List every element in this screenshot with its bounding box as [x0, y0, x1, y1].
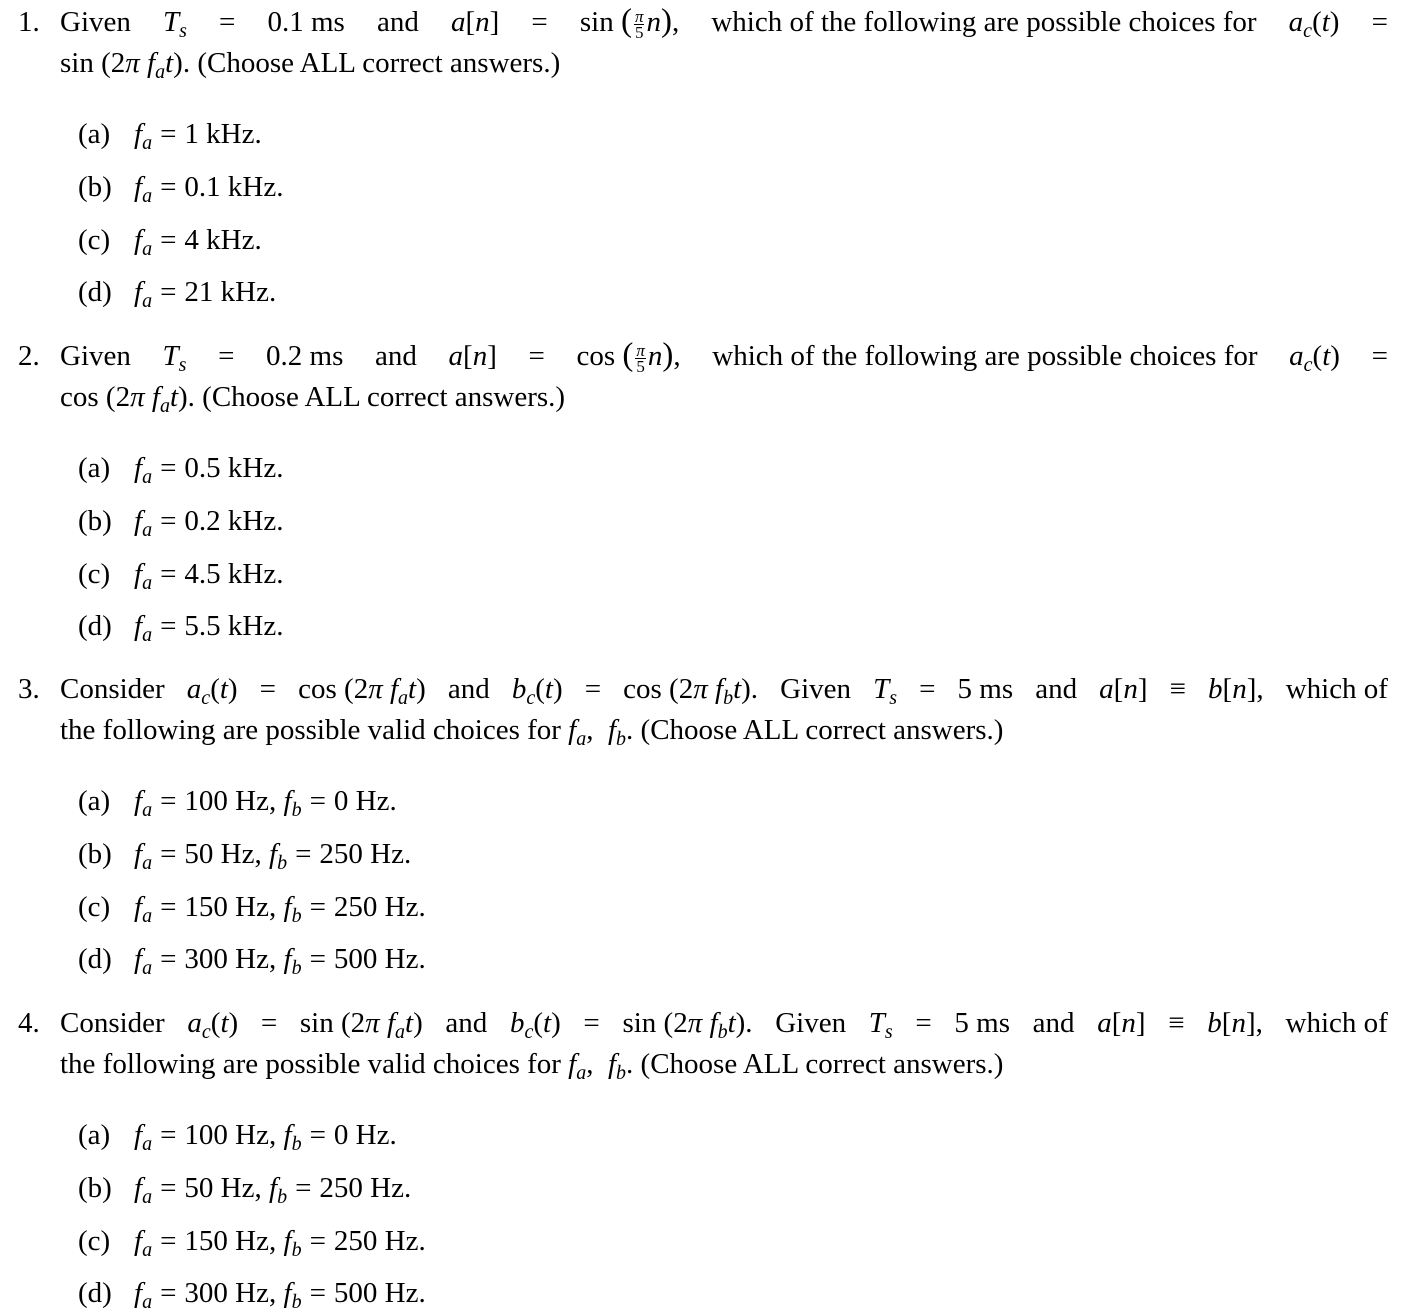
sampling-period: 5 ms [957, 673, 1014, 705]
stem-text: which of the following are possible choices for [712, 340, 1258, 372]
function-name: cos [576, 340, 616, 372]
question-number: 4. [18, 1007, 40, 1039]
option-d[interactable]: (d) $f_a = 5.5$ kHz. [78, 610, 284, 646]
option-d[interactable]: (d) $f_a = 21$ kHz. [78, 276, 277, 312]
option-a[interactable]: (a) $f_a = 100$ Hz, $f_b = 0$ Hz. [78, 785, 397, 821]
question-stem-line1: Given $T_s$ = 0.2 ms and a[n] = cos ( $\frac{\pi}{5}$ n), which of the following are possible choices for $a_c(t)$ = [60, 337, 1388, 376]
question-stem-line2: cos (2π $f_at$). (Choose ALL correct answers.) [60, 381, 566, 417]
question-number: 2. [18, 340, 40, 372]
pi-over-5-fraction: $\frac{\pi}{5}$ [636, 340, 645, 376]
option-b[interactable]: (b) $f_a = 0.1$ kHz. [78, 171, 284, 207]
question-stem-line1: Given $T_s$ = 0.1 ms and a[n] = sin ( $\frac{\pi}{5}$ n), which of the following are possible choices for $a_c(t)$ = [60, 3, 1388, 42]
option-c[interactable]: (c) $f_a = 150$ Hz, $f_b = 250$ Hz. [78, 891, 426, 927]
option-c[interactable]: (c) $f_a = 4$ kHz. [78, 224, 262, 260]
sampling-period: 0.1 ms [267, 6, 345, 38]
question-stem-line2: sin (2π $f_at$). (Choose ALL correct answers.) [60, 47, 561, 83]
question-stem-line1: Consider $a_c(t)$ = sin (2π $f_at$) and $b_c(t)$ = sin (2π $f_bt$). Given $T_s$ = 5 ms and a[n] ≡ b[n], which of [60, 1007, 1388, 1043]
option-b[interactable]: (b) $f_a = 50$ Hz, $f_b = 250$ Hz. [78, 838, 412, 874]
option-a[interactable]: (a) $f_a = 0.5$ kHz. [78, 452, 284, 488]
option-a[interactable]: (a) $f_a = 100$ Hz, $f_b = 0$ Hz. [78, 1119, 397, 1155]
instruction: (Choose ALL correct answers.) [640, 714, 1004, 746]
question-stem-line2: the following are possible valid choices for $f_a$, $f_b$. (Choose ALL correct answers.) [60, 714, 1004, 750]
stem-text: which of the following are possible choices for [711, 6, 1257, 38]
question-stem-line2: the following are possible valid choices for $f_a$, $f_b$. (Choose ALL correct answers.) [60, 1048, 1004, 1084]
instruction: (Choose ALL correct answers.) [202, 381, 566, 413]
question-number: 3. [18, 673, 40, 705]
option-d[interactable]: (d) $f_a = 300$ Hz, $f_b = 500$ Hz. [78, 943, 426, 979]
instruction: (Choose ALL correct answers.) [640, 1048, 1004, 1080]
question-stem-line1: Consider $a_c(t)$ = cos (2π $f_at$) and $b_c(t)$ = cos (2π $f_bt$). Given $T_s$ = 5 ms and a[n] ≡ b[n], which of [60, 673, 1388, 709]
sampling-period: 0.2 ms [266, 340, 344, 372]
option-b[interactable]: (b) $f_a = 50$ Hz, $f_b = 250$ Hz. [78, 1172, 412, 1208]
option-a[interactable]: (a) $f_a = 1$ kHz. [78, 118, 262, 154]
function-name: sin [579, 6, 614, 38]
sampling-period: 5 ms [954, 1007, 1010, 1039]
question-number: 1. [18, 6, 40, 38]
option-c[interactable]: (c) $f_a = 150$ Hz, $f_b = 250$ Hz. [78, 1225, 426, 1261]
option-b[interactable]: (b) $f_a = 0.2$ kHz. [78, 505, 284, 541]
option-d[interactable]: (d) $f_a = 300$ Hz, $f_b = 500$ Hz. [78, 1277, 426, 1313]
option-c[interactable]: (c) $f_a = 4.5$ kHz. [78, 558, 284, 594]
pi-over-5-fraction: $\frac{\pi}{5}$ [634, 6, 644, 42]
instruction: (Choose ALL correct answers.) [197, 47, 561, 79]
